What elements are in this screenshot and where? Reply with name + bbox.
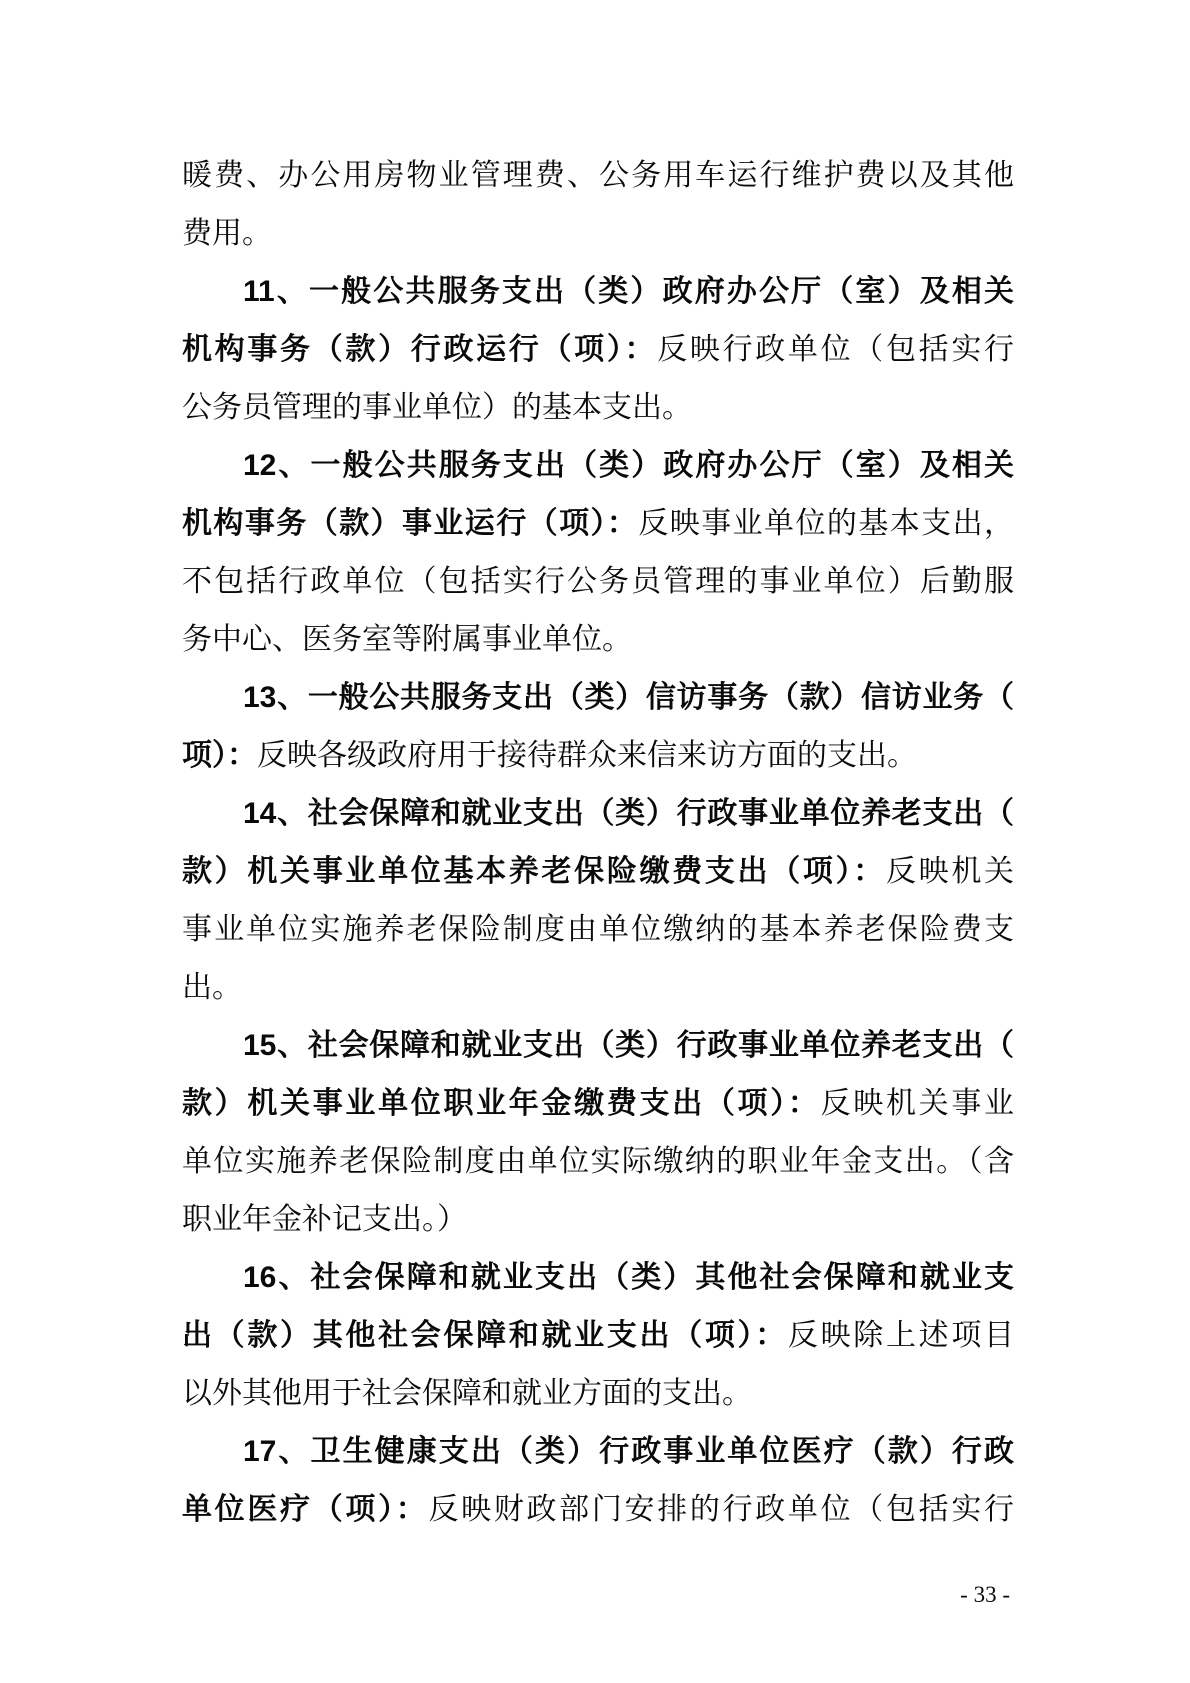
- item-heading-segment: 13、一般公共服务支出（类）信访事务（款）信访业务（: [243, 681, 1014, 714]
- body-text-segment: 以外其他用于社会保障和就业方面的支出。: [182, 1377, 752, 1410]
- body-text-segment: 反映行政单位（包括实行: [657, 333, 1015, 366]
- item-heading-segment: 款）机关事业单位职业年金缴费支出（项）：: [182, 1087, 821, 1120]
- item-heading-segment: 机构事务（款）行政运行（项）：: [182, 333, 658, 366]
- text-line: [182, 901, 1014, 959]
- text-line: [182, 495, 1014, 553]
- item-heading-segment: 机构事务（款）事业运行（项）：: [182, 507, 639, 540]
- body-text-segment: 暖费、办公用房物业管理费、公务用车运行维护费以及其他: [182, 159, 1014, 192]
- body-text-segment: 单位实施养老保险制度由单位实际缴纳的职业年金支出。（含: [182, 1145, 1014, 1178]
- body-text-segment: 反映机关: [885, 855, 1015, 888]
- item-heading-segment: 单位医疗（项）：: [182, 1493, 429, 1526]
- text-line: [182, 785, 1014, 843]
- item-heading-segment: 15、社会保障和就业支出（类）行政事业单位养老支出（: [243, 1029, 1014, 1062]
- text-line: [182, 959, 1014, 1017]
- body-text-segment: 职业年金补记支出。）: [182, 1203, 467, 1236]
- page-footer: [0, 1580, 1010, 1610]
- body-text-segment: 费用。: [182, 217, 272, 250]
- text-line: [182, 669, 1014, 727]
- body-text-segment: 出。: [182, 971, 242, 1004]
- item-heading-segment: 16、社会保障和就业支出（类）其他社会保障和就业支: [243, 1261, 1014, 1294]
- text-line: [182, 205, 1014, 263]
- text-line: [182, 553, 1014, 611]
- text-line: [182, 727, 1014, 785]
- text-line: [182, 379, 1014, 437]
- item-heading-segment: 12、一般公共服务支出（类）政府办公厅（室）及相关: [243, 449, 1014, 482]
- page-number: - 33 -: [960, 1582, 1010, 1607]
- document-body: [182, 147, 1014, 1539]
- item-heading-segment: 出（款）其他社会保障和就业支出（项）：: [182, 1319, 788, 1352]
- text-line: [182, 611, 1014, 669]
- text-line: [182, 147, 1014, 205]
- body-text-segment: 反映机关事业: [820, 1087, 1015, 1120]
- text-line: [182, 1249, 1014, 1307]
- text-line: [182, 1307, 1014, 1365]
- body-text-segment: 事业单位实施养老保险制度由单位缴纳的基本养老保险费支: [182, 913, 1014, 946]
- text-line: [182, 1017, 1014, 1075]
- item-heading-segment: 款）机关事业单位基本养老保险缴费支出（项）：: [182, 855, 886, 888]
- body-text-segment: 反映各级政府用于接待群众来信来访方面的支出。: [257, 739, 917, 772]
- item-heading-segment: 14、社会保障和就业支出（类）行政事业单位养老支出（: [243, 797, 1014, 830]
- item-heading-segment: 项）：: [182, 739, 257, 772]
- text-line: [182, 437, 1014, 495]
- body-text-segment: 反映财政部门安排的行政单位（包括实行: [428, 1493, 1015, 1526]
- text-line: [182, 1191, 1014, 1249]
- text-line: [182, 263, 1014, 321]
- text-line: [182, 1075, 1014, 1133]
- body-text-segment: 反映事业单位的基本支出，: [638, 507, 1015, 540]
- text-line: [182, 321, 1014, 379]
- text-line: [182, 1481, 1014, 1539]
- text-line: [182, 843, 1014, 901]
- text-line: [182, 1365, 1014, 1423]
- item-heading-segment: 17、卫生健康支出（类）行政事业单位医疗（款）行政: [243, 1435, 1014, 1468]
- body-text-segment: 不包括行政单位（包括实行公务员管理的事业单位）后勤服: [182, 565, 1014, 598]
- body-text-segment: 务中心、医务室等附属事业单位。: [182, 623, 632, 656]
- item-heading-segment: 11、一般公共服务支出（类）政府办公厅（室）及相关: [243, 275, 1014, 308]
- body-text-segment: 公务员管理的事业单位）的基本支出。: [182, 391, 692, 424]
- text-line: [182, 1423, 1014, 1481]
- body-text-segment: 反映除上述项目: [787, 1319, 1015, 1352]
- text-line: [182, 1133, 1014, 1191]
